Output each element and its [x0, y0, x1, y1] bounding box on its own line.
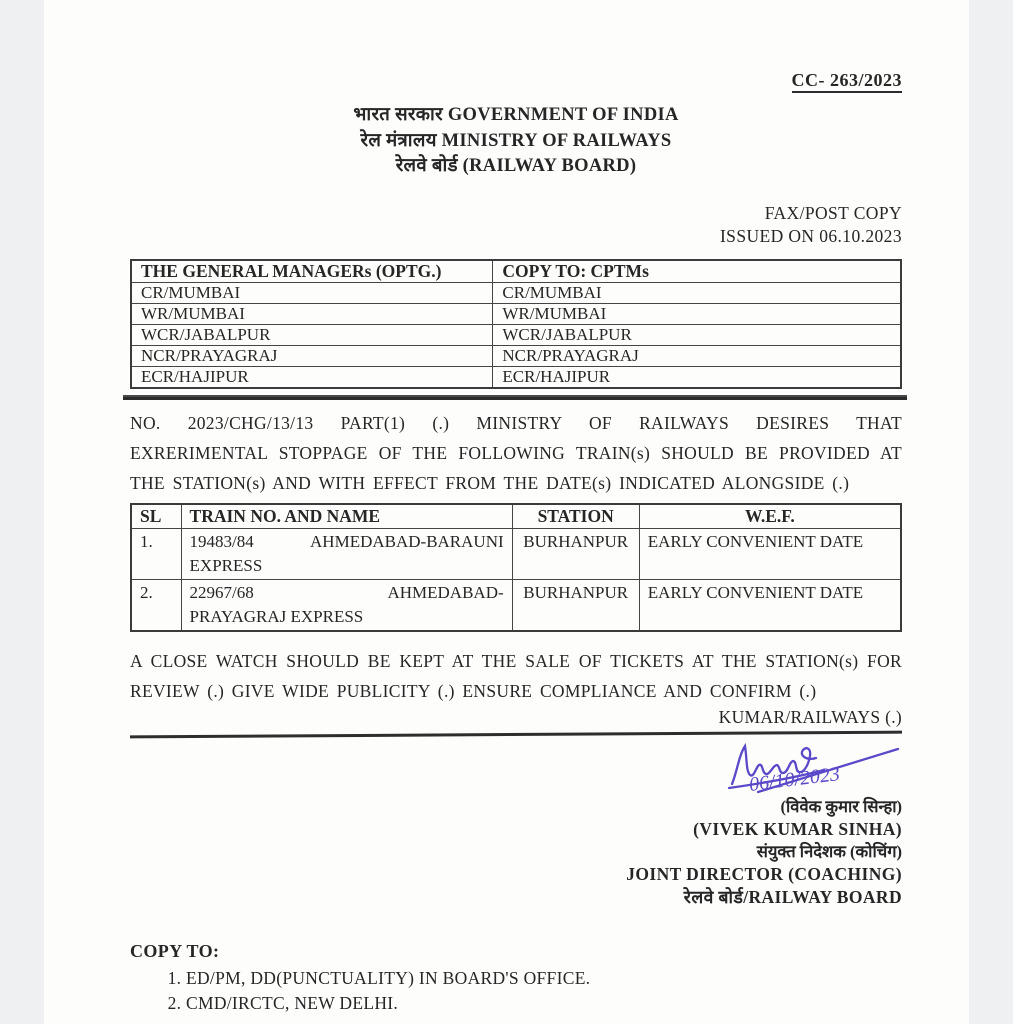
- org-hindi: रेलवे बोर्ड/: [683, 886, 749, 907]
- letterhead-line-3: रेलवे बोर्ड (RAILWAY BOARD): [395, 156, 637, 176]
- train-name-line2: PRAYAGRAJ EXPRESS: [189, 606, 364, 626]
- addressee-col-cptm: COPY TO: CPTMs: [493, 260, 901, 283]
- train-table-header-row: [131, 504, 901, 529]
- signature-divider-rule: [130, 730, 902, 738]
- col-station: STATION: [512, 504, 639, 529]
- train-stoppage-table: [130, 503, 902, 632]
- issued-date: ISSUED ON 06.10.2023: [719, 226, 902, 246]
- copy-to-label: COPY TO:: [130, 940, 220, 961]
- list-item: 1. ED/PM, DD(PUNCTUALITY) IN BOARD'S OFFICE.: [186, 966, 902, 992]
- copy-to-section: [130, 941, 902, 1017]
- handwritten-date: 06/10/2023: [747, 762, 842, 796]
- train-name-line2: EXPRESS: [189, 555, 263, 575]
- sender-line: KUMAR/RAILWAYS (.): [718, 706, 902, 727]
- org-english: RAILWAY BOARD: [748, 886, 902, 907]
- table-row: WR/MUMBAI WR/MUMBAI: [131, 303, 901, 324]
- letterhead-line-2: रेल मंत्रालय MINISTRY OF RAILWAYS: [360, 130, 672, 151]
- col-sl: SL: [131, 504, 181, 529]
- train-number: 22967/68: [189, 582, 254, 602]
- reference-number: CC- 263/2023: [130, 0, 902, 91]
- wef-value: EARLY CONVENIENT DATE: [639, 528, 901, 579]
- train-name-line1: AHMEDABAD-BARAUNI: [310, 531, 504, 551]
- signatory-designation-english: JOINT DIRECTOR (COACHING): [626, 863, 902, 884]
- body-paragraph: NO. 2023/CHG/13/13 PART(1) (.) MINISTRY OF RAILWAYS DESIRES THAT EXRERIMENTAL STOPPAGE OF THE FOLLOWING TRAIN(s) SHOULD BE PROVIDED AT THE STATION(s) AND WITH EFFECT FROM THE DATE(s) INDICATED ALONGSIDE (.): [130, 412, 902, 493]
- signatory-name-english: (VIVEK KUMAR SINHA): [693, 818, 902, 839]
- signature-block: [130, 740, 902, 909]
- closing-paragraph: A CLOSE WATCH SHOULD BE KEPT AT THE SALE OF TICKETS AT THE STATION(s) FOR REVIEW (.) GIVE WIDE PUBLICITY (.) ENSURE COMPLIANCE AND CONFIRM (.): [130, 650, 902, 701]
- copy-to-list: [130, 966, 902, 1017]
- signatory-designation-hindi: संयुक्त निदेशक (कोचिंग): [756, 841, 902, 861]
- wef-value: EARLY CONVENIENT DATE: [639, 579, 901, 631]
- signatory-name-hindi: (विवेक कुमार सिन्हा): [780, 796, 902, 816]
- fax-copy-label: FAX/POST COPY: [764, 202, 902, 223]
- list-item: 2. CMD/IRCTC, NEW DELHI.: [186, 991, 902, 1017]
- table-row: NCR/PRAYAGRAJ NCR/PRAYAGRAJ: [131, 345, 901, 366]
- addressee-table: [130, 259, 902, 389]
- station-value: BURHANPUR: [512, 528, 639, 579]
- government-letterhead: [130, 103, 902, 180]
- signatory-org: [684, 886, 902, 909]
- station-value: BURHANPUR: [512, 579, 639, 631]
- train-name-line1: AHMEDABAD-: [387, 582, 504, 602]
- col-wef: W.E.F.: [639, 504, 901, 529]
- train-number: 19483/84: [189, 531, 254, 551]
- table-row: WCR/JABALPUR WCR/JABALPUR: [131, 324, 901, 345]
- issue-info: [130, 202, 902, 249]
- table-row: 2. 22967/68 AHMEDABAD- PRAYAGRAJ EXPRESS BURHANPUR EARLY CONVENIENT DATE: [131, 579, 901, 631]
- section-divider-rule: [123, 395, 907, 400]
- col-train: TRAIN NO. AND NAME: [181, 504, 512, 529]
- addressee-header-row: [131, 260, 901, 283]
- addressee-col-gm: THE GENERAL MANAGERs (OPTG.): [131, 260, 493, 283]
- table-row: CR/MUMBAI CR/MUMBAI: [131, 282, 901, 303]
- document-content: [130, 0, 902, 1017]
- table-row: ECR/HAJIPUR ECR/HAJIPUR: [131, 366, 901, 388]
- letterhead-line-1: भारत सरकार GOVERNMENT OF INDIA: [353, 105, 679, 125]
- table-row: 1. 19483/84 AHMEDABAD-BARAUNI EXPRESS BURHANPUR EARLY CONVENIENT DATE: [131, 528, 901, 579]
- signature-ink: [722, 740, 908, 796]
